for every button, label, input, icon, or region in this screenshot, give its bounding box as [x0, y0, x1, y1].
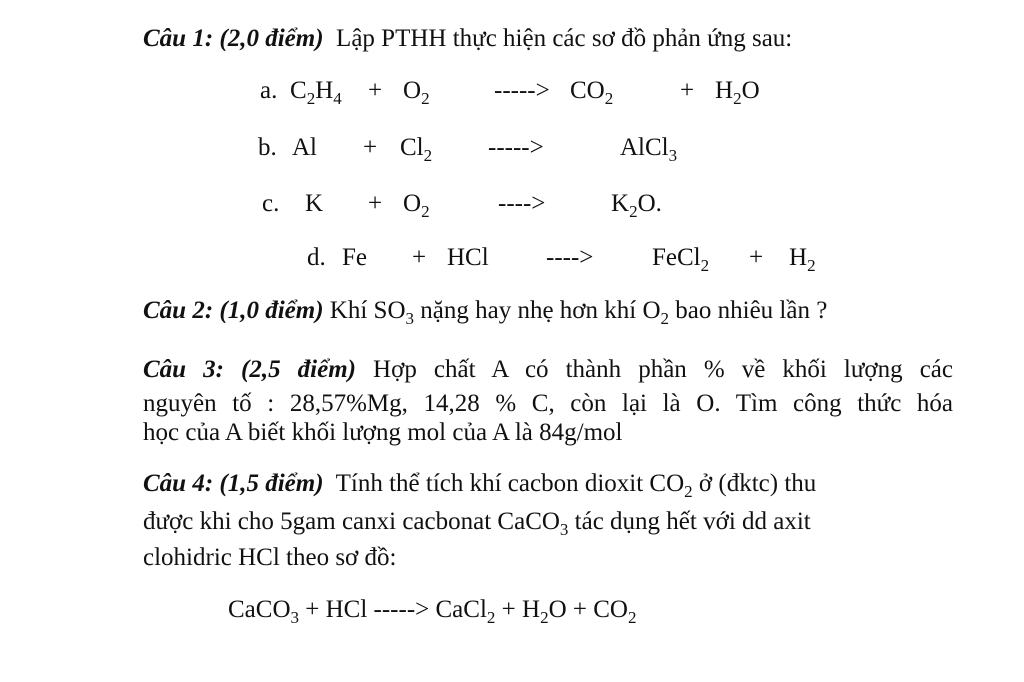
equation-d-plus-2: + — [749, 244, 764, 271]
question-1-text: Lập PTHH thực hiện các sơ đồ phản ứng sau: — [336, 25, 793, 52]
equation-b-reactant-2: $Cl_2$ — [400, 134, 433, 165]
question-4-equation: CaCO$_3$ + HCl -----> CaCl$_2$ + $H_2O + CO_2$ — [228, 596, 637, 627]
question-4-label: Câu 4: (1,5 điểm) — [143, 470, 324, 497]
question-2 — [143, 296, 827, 326]
equation-d-arrow: ----> — [546, 244, 594, 271]
equation-d-product-2: $H_2$ — [789, 244, 816, 275]
equation-a-label: a. — [260, 77, 278, 104]
equation-b-product-1: AlCl$_3$ — [620, 134, 678, 165]
equation-c-arrow: ----> — [498, 190, 546, 217]
question-3-line-2: nguyên tố : 28,57%Mg, 14,28 % C, còn lại là O. Tìm công thức hóa — [143, 390, 953, 417]
equation-b-arrow: -----> — [488, 134, 544, 161]
equation-a-plus-1: + — [368, 77, 383, 104]
question-3 — [143, 353, 953, 450]
equation-d-product-1: FeCl$_2$ — [652, 244, 710, 275]
question-1-heading — [143, 24, 792, 54]
equation-c-plus-1: + — [368, 190, 383, 217]
equation-d-reactant-2: HCl — [447, 244, 489, 271]
question-4-line-3: clohidric HCl theo sơ đồ: — [143, 544, 397, 571]
equation-c-reactant-1: K — [305, 190, 324, 217]
equation-a-arrow: -----> — [494, 77, 550, 104]
question-2-text: Khí $SO_3$ nặng hay nhẹ hơn khí $O_2$ bao nhiêu lần ? — [329, 297, 828, 328]
equation-d-plus-1: + — [412, 244, 427, 271]
question-2-label: Câu 2: (1,0 điểm) — [143, 297, 324, 324]
equation-d-reactant-1: Fe — [342, 244, 367, 271]
equation-b-reactant-1: Al — [292, 134, 317, 161]
equation-a-product-1: $CO_2$ — [570, 77, 614, 108]
equation-b-label: b. — [258, 134, 277, 161]
question-3-line-3: học của A biết khối lượng mol của A là 84g/mol — [143, 419, 623, 446]
equation-a-reactant-2: $O_2$ — [403, 77, 430, 108]
equation-a-product-2: $H_2O$ — [715, 77, 760, 108]
equation-a-plus-2: + — [680, 77, 695, 104]
question-3-line-1: Câu 3: (2,5 điểm) Hợp chất A có thành phần % về khối lượng các — [143, 356, 953, 383]
equation-c-label: c. — [262, 190, 280, 217]
equation-b-plus-1: + — [363, 134, 378, 161]
equation-a-reactant-1: $C_2H_4$ — [290, 77, 342, 108]
question-4-line-1: Câu 4: (1,5 điểm) Tính thể tích khí cacbon dioxit $CO_2$ ở (đktc) thu — [143, 470, 817, 501]
equation-c-reactant-2: $O_2$ — [403, 190, 430, 221]
question-4-line-2: được khi cho 5gam canxi cacbonat CaCO$_3$ tác dụng hết với dd axit — [143, 508, 811, 539]
equation-c-product-1: $K_2O$. — [611, 190, 662, 221]
equation-d-label: d. — [307, 244, 326, 271]
question-1-label: Câu 1: (2,0 điểm) — [143, 25, 324, 52]
